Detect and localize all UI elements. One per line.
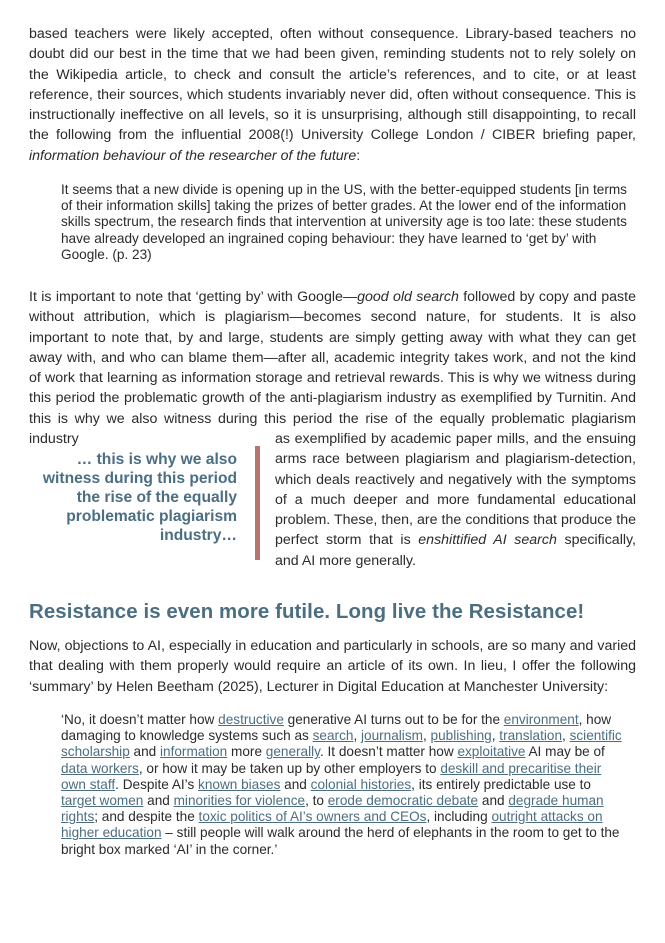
quote-text: ,	[562, 728, 570, 744]
link-data-workers[interactable]: data workers	[61, 760, 139, 776]
link-outright-attacks[interactable]: outright attacks on higher education	[61, 809, 603, 841]
link-translation[interactable]: translation	[499, 728, 563, 744]
quote-text: ,	[353, 728, 361, 744]
link-colonial-histories[interactable]: colonial histories	[310, 776, 412, 792]
quote-text: and	[143, 793, 174, 809]
link-generally[interactable]: generally	[265, 744, 320, 760]
paragraph-intro-tail: :	[356, 147, 361, 164]
pull-quote-bar	[255, 446, 260, 560]
link-target-women[interactable]: target women	[61, 793, 144, 809]
quote-text: . Despite AI’s	[115, 776, 199, 792]
quote-text: generative AI turns out to be for the	[283, 712, 504, 727]
quote-text: . It doesn’t matter how	[319, 744, 458, 760]
paragraph-wrap-continuation	[275, 429, 636, 571]
paragraph-getting-by-rest: followed by copy and paste without attribution, which is plagiarism—becomes second nature, for students. It is also important to note that, by and large, students are simply getting away with what they can get away with, and who can blame them—after all, academic integrity takes work, and not the kind of work that learning as information storage and retrieval rewards. This is why we witness during this period the problematic growth of the anti-plagiarism industry as exemplified by Turnitin. And this is why we also witness during this period the rise of the equally problematic plagiarism industry	[29, 289, 636, 448]
quote-text: , or how it may be taken up by other employers to	[138, 760, 441, 776]
section-heading: Resistance is even more futile. Long live the Resistance!	[29, 601, 585, 623]
link-deskill[interactable]: deskill and precaritise their own staff	[61, 760, 602, 792]
pull-quote: … this is why we also witness during this period the rise of the equally problematic plagiarism industry…	[42, 451, 237, 544]
link-exploitative[interactable]: exploitative	[457, 744, 526, 760]
quote-text: ; and despite the	[94, 809, 199, 825]
paragraph-intro-text: based teachers were likely accepted, often without consequence. Library-based teachers no doubt did our best in the time that we had been given, reminding students not to rely solely on the Wikipedia article, to check and consult the article’s references, and to cite, or at least reference, their sources, which students invariably never did, often without consequence. This is instructionally ineffective on all levels, so it is unsurprising, although still disappointing, to recall the following from the influential 2008(!) University College London / CIBER briefing paper,	[29, 26, 636, 144]
quote-text: AI may be of	[525, 744, 605, 760]
paper-title: information behaviour of the researcher of the future	[29, 147, 357, 164]
wrap-lead: as exemplified by academic paper mills, and the ensuing arms race between plagiarism and plagiarism-detection, which deals reactively and negatively with the symptoms of a much deeper and more fundamental educational problem. These, then, are the conditions that produce the perfect storm that is	[275, 431, 636, 549]
enshittified-ai-phrase: enshittified AI search	[418, 532, 557, 549]
quote-text: and	[129, 744, 160, 760]
paragraph-objections: Now, objections to AI, especially in education and particularly in schools, are so many and varied that dealing with them properly would require an article of its own. In lieu, I offer the following ‘summary’ by Helen Beetham (2025), Lecturer in Digital Education at Manchester University:	[29, 638, 636, 695]
quote-text: and	[280, 776, 311, 792]
paragraph-intro	[29, 24, 636, 166]
quote-text: ,	[491, 728, 500, 744]
wrap-tail: specifically, and AI more generally.	[275, 532, 636, 569]
link-destructive[interactable]: destructive	[218, 712, 284, 727]
blockquote-beetham	[61, 712, 629, 858]
link-erode-democratic-debate[interactable]: erode democratic debate	[327, 793, 479, 809]
quote-text: , to	[305, 793, 328, 809]
paragraph-getting-by-lead: It is important to note that ‘getting by’ with Google—	[29, 289, 358, 305]
quote-text: – still people will walk around the herd of elephants in the room to get to the bright box marked ‘AI’ in the corner.’	[61, 825, 620, 857]
quote-text: ‘No, it doesn’t matter how	[61, 712, 219, 727]
quote-text: more	[227, 744, 266, 760]
link-environment[interactable]: environment	[503, 712, 579, 727]
link-toxic-politics[interactable]: toxic politics of AI’s owners and CEOs	[198, 809, 427, 825]
link-scientific-scholarship[interactable]: scientific scholarship	[61, 728, 622, 760]
quote-text: , how damaging to knowledge systems such as	[61, 712, 612, 744]
link-degrade-human-rights[interactable]: degrade human rights	[61, 793, 604, 825]
link-publishing[interactable]: publishing	[430, 728, 492, 744]
link-known-biases[interactable]: known biases	[198, 776, 281, 792]
quote-text: , its entirely predictable use to	[411, 776, 591, 792]
paragraph-getting-by	[29, 287, 636, 449]
quote-text: , including	[426, 809, 492, 825]
blockquote-ciber: It seems that a new divide is opening up in the US, with the better-equipped students [in terms of their information skills] taking the prizes of better grades. At the lower end of the information skills spectrum, the research finds that intervention at university age is too late: these students have already developed an ingrained coping behaviour: they have learned to ‘get by’ with Google. (p. 23)	[61, 182, 627, 262]
link-search[interactable]: search	[312, 728, 354, 744]
link-journalism[interactable]: journalism	[361, 728, 423, 744]
link-information[interactable]: information	[160, 744, 228, 760]
quote-text: and	[478, 793, 509, 809]
link-minorities-for-violence[interactable]: minorities for violence	[173, 793, 306, 809]
good-old-search-phrase: good old search	[357, 289, 459, 305]
quote-text: ,	[422, 728, 431, 744]
